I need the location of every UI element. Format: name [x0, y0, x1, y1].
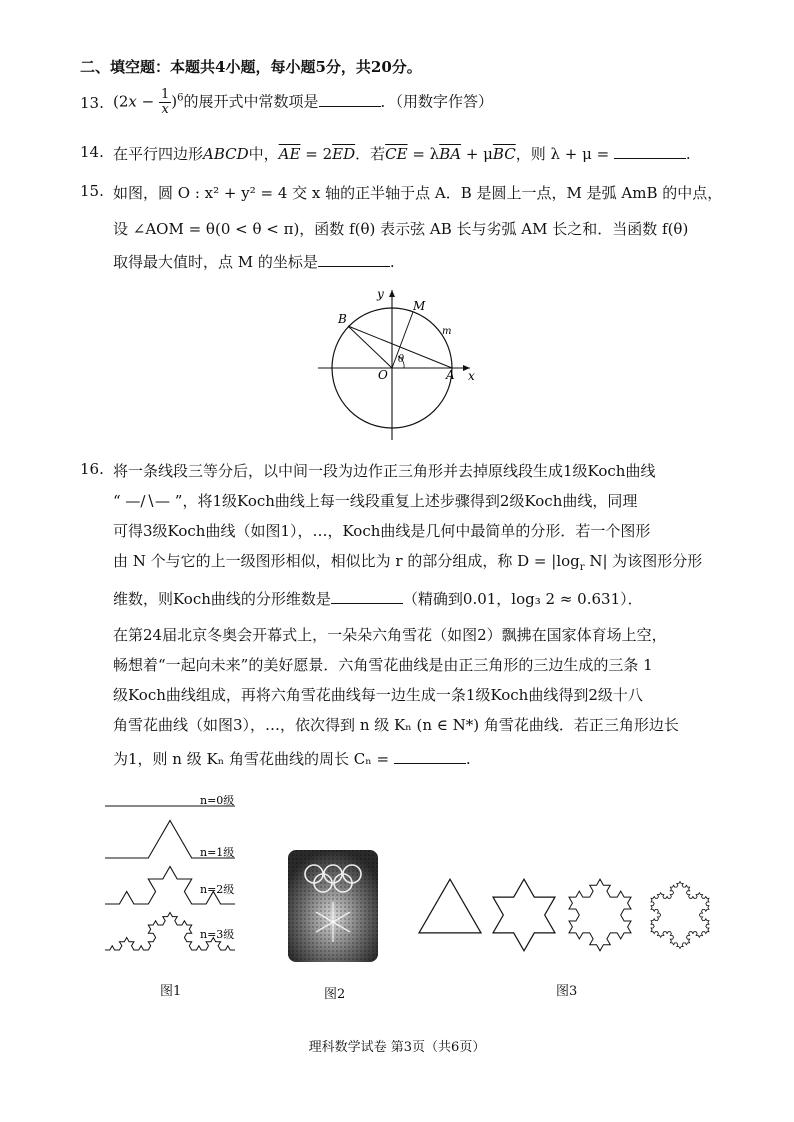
- q14-text-b: 中，: [248, 145, 279, 163]
- snowflake-level-1-hexagram: [493, 879, 555, 951]
- q13-fraction: [159, 88, 171, 117]
- fig1-label-n1: n=1级: [200, 846, 235, 859]
- y-axis-arrow: [389, 290, 395, 297]
- q14-vector-ba: $\overline{BA}$: [439, 145, 462, 163]
- q13-expr-pre: (2: [113, 92, 129, 111]
- q16-line8: 级Koch曲线组成，再将六角雪花曲线每一边生成一条1级Koch曲线得到2级十八: [113, 686, 643, 704]
- q16-number: 16.: [80, 460, 104, 478]
- q14-eq2: = λ: [407, 145, 440, 163]
- q13-answer-blank[interactable]: [319, 92, 381, 107]
- q14-text-d: ，则 λ + μ =: [515, 145, 614, 163]
- label-x: x: [468, 369, 475, 383]
- label-b: B: [338, 312, 347, 326]
- q13-frac-bot: x: [161, 102, 169, 117]
- q13-stem: 的展开式中常数项是: [183, 92, 319, 111]
- fig1-caption: 图1: [160, 984, 182, 999]
- q14-vector-ce: $\overline{CE}$: [385, 145, 408, 163]
- label-o: O: [378, 368, 388, 382]
- q16-line4-sub: r: [579, 562, 585, 573]
- fig3-caption: 图3: [556, 984, 578, 999]
- q14-answer-blank[interactable]: [614, 144, 686, 159]
- q13-tail: ．（用数字作答）: [380, 92, 494, 111]
- q13-text: [113, 88, 493, 117]
- q16-line5a: 维数，则Koch曲线的分形维数是: [113, 590, 331, 608]
- label-theta: θ: [398, 354, 405, 365]
- q14-abcd: ABCD: [203, 145, 249, 163]
- snowflake-level-0-triangle: [419, 879, 481, 933]
- label-y: y: [377, 287, 384, 301]
- q14-vector-ae: $\overline{AE}$: [278, 145, 301, 163]
- fig1-label-n2: n=2级: [200, 883, 235, 896]
- page-footer: 理科数学试卷 第3页（共6页）: [308, 1040, 486, 1055]
- q14-text: [113, 143, 691, 164]
- q16-answer-blank-1[interactable]: [331, 589, 403, 604]
- q16-line3: 可得3级Koch曲线（如图1），…，Koch曲线是几何中最简单的分形．若一个图形: [113, 522, 651, 540]
- q15-line3b: .: [389, 253, 395, 271]
- fig1-label-n3: n=3级: [200, 928, 235, 941]
- q13-expr-minus: −: [136, 92, 159, 111]
- segment-ob: [348, 326, 392, 368]
- q13-power: 6: [177, 92, 184, 104]
- q15-answer-blank[interactable]: [318, 252, 390, 267]
- q16-line5: [113, 588, 643, 609]
- q14-text-c: ．若: [355, 145, 386, 163]
- q13-expr-post: ): [171, 92, 178, 111]
- figure-1-koch-curves: [100, 792, 280, 962]
- q13-frac-top: 1: [160, 87, 170, 102]
- q14-vector-bc: $\overline{BC}$: [492, 145, 516, 163]
- label-a: A: [446, 368, 455, 382]
- figure-3-snowflake-curves: [412, 860, 724, 960]
- q16-line10b: .: [465, 750, 471, 768]
- q14-plus: + μ: [461, 145, 493, 163]
- q15-line1: 如图，圆 O : x² + y² = 4 交 x 轴的正半轴于点 A．B 是圆上一点，M 是弧 AmB 的中点，: [113, 184, 723, 202]
- q16-line10: [113, 748, 471, 769]
- q16-line4a: 由 N 个与它的上一级图形相似，相似比为 r 的部分组成，称 D = |log: [113, 552, 580, 570]
- q16-line5b: （精确到0.01，log₃ 2 ≈ 0.631）．: [402, 590, 643, 608]
- q15-number: 15.: [80, 182, 104, 200]
- q16-line7: 畅想着“一起向未来”的美好愿景．六角雪花曲线是由正三角形的三边生成的三条 1: [113, 656, 653, 674]
- q14-eq1: = 2: [300, 145, 333, 163]
- label-m-small: m: [442, 326, 452, 337]
- q16-line6: 在第24届北京冬奥会开幕式上，一朵朵六角雪花（如图2）飘拂在国家体育场上空，: [113, 626, 667, 644]
- q16-line4b: N| 为该图形分形: [584, 552, 703, 570]
- section-header: 二、填空题：本题共4小题，每小题5分，共20分。: [80, 58, 422, 76]
- q16-line10a: 为1，则 n 级 Kₙ 角雪花曲线的周长 Cₙ =: [113, 750, 394, 768]
- q16-line9: 角雪花曲线（如图3），…，依次得到 n 级 Kₙ (n ∈ N*) 角雪花曲线．若正三角形边长: [113, 716, 679, 734]
- label-m: M: [413, 299, 426, 313]
- fig1-label-n0: n=0级: [200, 794, 235, 807]
- q16-line4: [113, 550, 702, 573]
- q14-tail: .: [685, 145, 691, 163]
- q15-circle-figure: [310, 282, 480, 442]
- q15-line3a: 取得最大值时，点 M 的坐标是: [113, 253, 318, 271]
- q13-expr-x: x: [128, 92, 137, 111]
- q15-line3: [113, 251, 395, 272]
- q14-text-a: 在平行四边形: [113, 145, 204, 163]
- snowflake-level-3: [651, 882, 709, 949]
- q16-answer-blank-2[interactable]: [394, 749, 466, 764]
- q13-number: 13.: [80, 94, 104, 112]
- q14-number: 14.: [80, 143, 104, 161]
- q16-line1: 将一条线段三等分后，以中间一段为边作正三角形并去掉原线段生成1级Koch曲线: [113, 462, 656, 480]
- q15-line2: 设 ∠AOM = θ(0 < θ < π)，函数 f(θ) 表示弦 AB 长与劣弧 AM 长之和．当函数 f(θ): [113, 220, 689, 238]
- q14-vector-ed: $\overline{ED}$: [332, 145, 356, 163]
- snowflake-level-2: [569, 879, 631, 951]
- figure-2-olympic-snowflake-image: [288, 850, 378, 962]
- fig2-caption: 图2: [324, 987, 346, 1002]
- q16-line2: “ —∕∖— ”，将1级Koch曲线上每一线段重复上述步骤得到2级Koch曲线，同理: [113, 492, 638, 510]
